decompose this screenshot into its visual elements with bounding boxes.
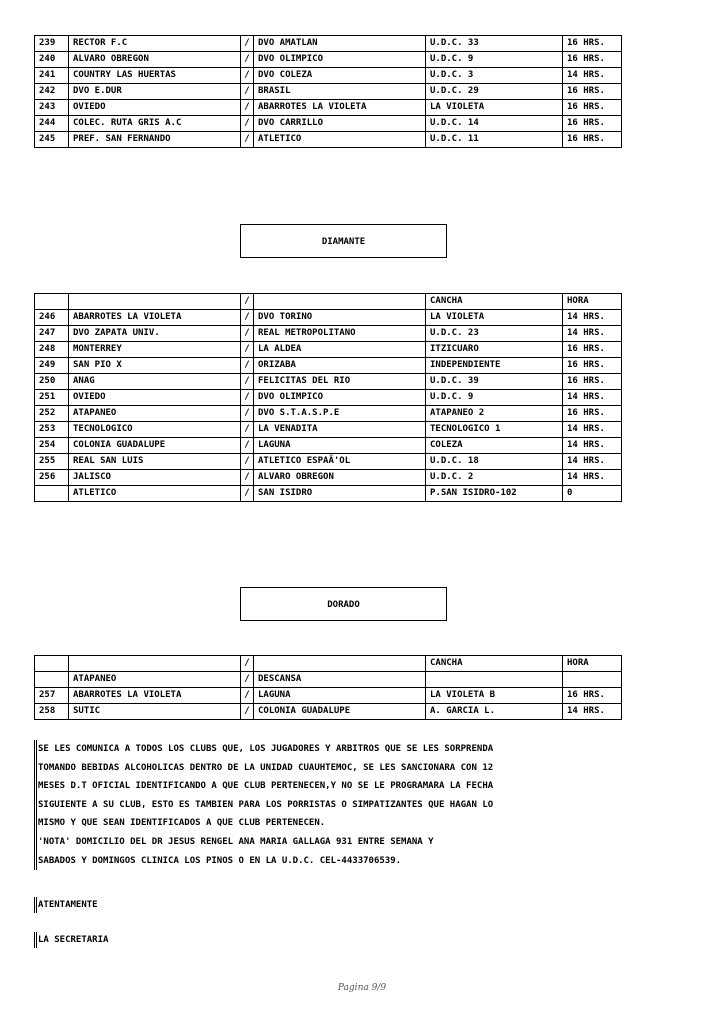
separator-cell: / (241, 406, 254, 422)
field-cell: ITZICUARO (426, 342, 563, 358)
away-team-cell: DVO OLIMPICO (254, 390, 426, 406)
away-team-cell: REAL METROPOLITANO (254, 326, 426, 342)
home-team-cell: ATAPANEO (69, 406, 241, 422)
away-team-cell: LA ALDEA (254, 342, 426, 358)
field-cell: ATAPANEO 2 (426, 406, 563, 422)
field-cell: INDEPENDIENTE (426, 358, 563, 374)
separator-cell: / (241, 390, 254, 406)
match-number-cell: 258 (35, 704, 69, 720)
home-team-cell: RECTOR F.C (69, 36, 241, 52)
schedule-table-diamante (34, 293, 622, 502)
separator-cell: / (241, 358, 254, 374)
home-team-cell: PREF. SAN FERNANDO (69, 132, 241, 148)
time-cell: 16 HRS. (563, 52, 622, 68)
field-cell: TECNOLOGICO 1 (426, 422, 563, 438)
field-cell: LA VIOLETA (426, 100, 563, 116)
table-row (35, 374, 622, 390)
away-team-cell: DVO AMATLAN (254, 36, 426, 52)
away-team-cell: DESCANSA (254, 672, 426, 688)
field-cell: U.D.C. 39 (426, 374, 563, 390)
schedule-table-1 (34, 35, 622, 148)
away-team-cell: ALVARO OBREGON (254, 470, 426, 486)
notice-line: MESES D.T OFICIAL IDENTIFICANDO A QUE CLUB PERTENECEN,Y NO SE LE PROGRAMARA LA FECHA (38, 781, 494, 792)
field-cell: LA VIOLETA (426, 310, 563, 326)
separator-cell: / (241, 374, 254, 390)
match-number-cell: 251 (35, 390, 69, 406)
separator-cell: / (241, 704, 254, 720)
match-number-cell: 243 (35, 100, 69, 116)
table-row (35, 438, 622, 454)
away-team-cell: DVO CARRILLO (254, 116, 426, 132)
separator-cell: / (241, 342, 254, 358)
separator-cell: / (241, 116, 254, 132)
match-number-cell (35, 486, 69, 502)
table-row (35, 100, 622, 116)
time-cell: 14 HRS. (563, 326, 622, 342)
table-row (35, 454, 622, 470)
away-team-cell: LA VENADITA (254, 422, 426, 438)
home-team-cell: ATLETICO (69, 486, 241, 502)
time-cell: 14 HRS. (563, 438, 622, 454)
field-cell: U.D.C. 23 (426, 326, 563, 342)
home-team-cell: COLEC. RUTA GRIS A.C (69, 116, 241, 132)
match-number-cell: 257 (35, 688, 69, 704)
time-cell: 14 HRS. (563, 422, 622, 438)
away-team-cell: DVO OLIMPICO (254, 52, 426, 68)
field-cell: U.D.C. 9 (426, 390, 563, 406)
home-team-cell (69, 294, 241, 310)
separator-cell: / (241, 36, 254, 52)
home-team-cell (69, 656, 241, 672)
separator-cell: / (241, 438, 254, 454)
notice-line: SE LES COMUNICA A TODOS LOS CLUBS QUE, LOS JUGADORES Y ARBITROS QUE SE LES SORPRENDA (38, 744, 494, 754)
separator-cell: / (241, 470, 254, 486)
away-team-cell: ABARROTES LA VIOLETA (254, 100, 426, 116)
separator-cell: / (241, 326, 254, 342)
match-number-cell: 250 (35, 374, 69, 390)
time-cell: 14 HRS. (563, 470, 622, 486)
match-number-cell (35, 656, 69, 672)
match-number-cell: 255 (35, 454, 69, 470)
table-row (35, 342, 622, 358)
time-cell: 16 HRS. (563, 116, 622, 132)
time-cell: 16 HRS. (563, 358, 622, 374)
home-team-cell: SAN PIO X (69, 358, 241, 374)
away-team-cell: ATLETICO (254, 132, 426, 148)
home-team-cell: DVO E.DUR (69, 84, 241, 100)
field-cell: U.D.C. 14 (426, 116, 563, 132)
away-team-cell: DVO TORINO (254, 310, 426, 326)
table-row (35, 36, 622, 52)
home-team-cell: DVO ZAPATA UNIV. (69, 326, 241, 342)
field-cell: COLEZA (426, 438, 563, 454)
table-header-row (35, 294, 622, 310)
match-number-cell: 253 (35, 422, 69, 438)
away-team-cell: LAGUNA (254, 438, 426, 454)
match-number-cell: 254 (35, 438, 69, 454)
home-team-cell: ALVARO OBREGON (69, 52, 241, 68)
table-row (35, 704, 622, 720)
home-team-cell: ANAG (69, 374, 241, 390)
separator-cell: / (241, 52, 254, 68)
time-cell: 16 HRS. (563, 36, 622, 52)
home-team-cell: COLONIA GUADALUPE (69, 438, 241, 454)
table-row (35, 68, 622, 84)
away-team-cell: SAN ISIDRO (254, 486, 426, 502)
away-team-cell: DVO COLEZA (254, 68, 426, 84)
table-row (35, 52, 622, 68)
table-row (35, 672, 622, 688)
time-cell: 16 HRS. (563, 100, 622, 116)
section-title-diamante: DIAMANTE (240, 224, 447, 258)
away-team-cell (254, 294, 426, 310)
notice-line: 'NOTA' DOMICILIO DEL DR JESUS RENGEL ANA MARIA GALLAGA 931 ENTRE SEMANA Y (38, 836, 434, 847)
home-team-cell: ATAPANEO (69, 672, 241, 688)
home-team-cell: ABARROTES LA VIOLETA (69, 310, 241, 326)
match-number-cell: 247 (35, 326, 69, 342)
time-cell: 14 HRS. (563, 390, 622, 406)
table-row (35, 688, 622, 704)
time-cell (563, 672, 622, 688)
away-team-cell (254, 656, 426, 672)
time-cell: 14 HRS. (563, 68, 622, 84)
away-team-cell: COLONIA GUADALUPE (254, 704, 426, 720)
field-cell (426, 672, 563, 688)
notice-line: SIGUIENTE A SU CLUB, ESTO ES TAMBIEN PARA LOS PORRISTAS O SIMPATIZANTES QUE HAGAN LO (38, 799, 494, 810)
table-row (35, 406, 622, 422)
table-header-row (35, 656, 622, 672)
time-cell: 16 HRS. (563, 132, 622, 148)
home-team-cell: MONTERREY (69, 342, 241, 358)
time-cell: 14 HRS. (563, 454, 622, 470)
separator-cell: / (241, 672, 254, 688)
match-number-cell: 245 (35, 132, 69, 148)
section-title-dorado: DORADO (240, 587, 447, 621)
away-team-cell: LAGUNA (254, 688, 426, 704)
field-cell: LA VIOLETA B (426, 688, 563, 704)
field-cell: U.D.C. 33 (426, 36, 563, 52)
time-cell: 0 (563, 486, 622, 502)
signer-text: LA SECRETARIA (34, 932, 108, 948)
field-cell: U.D.C. 9 (426, 52, 563, 68)
table-row (35, 358, 622, 374)
home-team-cell: TECNOLOGICO (69, 422, 241, 438)
home-team-cell: JALISCO (69, 470, 241, 486)
time-cell: HORA (563, 656, 622, 672)
home-team-cell: OVIEDO (69, 100, 241, 116)
table-row (35, 310, 622, 326)
separator-cell: / (241, 454, 254, 470)
match-number-cell: 241 (35, 68, 69, 84)
away-team-cell: DVO S.T.A.S.P.E (254, 406, 426, 422)
match-number-cell: 240 (35, 52, 69, 68)
page-number: Pagina 9/9 (337, 983, 387, 993)
home-team-cell: OVIEDO (69, 390, 241, 406)
field-cell: P.SAN ISIDRO-102 (426, 486, 563, 502)
match-number-cell: 249 (35, 358, 69, 374)
separator-cell: / (241, 688, 254, 704)
time-cell: 14 HRS. (563, 704, 622, 720)
field-cell: U.D.C. 2 (426, 470, 563, 486)
notice-line: TOMANDO BEBIDAS ALCOHOLICAS DENTRO DE LA UNIDAD CUAUHTEMOC, SE LES SANCIONARA CON 12 (38, 762, 494, 773)
time-cell: 16 HRS. (563, 406, 622, 422)
match-number-cell: 242 (35, 84, 69, 100)
match-number-cell: 246 (35, 310, 69, 326)
table-row (35, 326, 622, 342)
time-cell: 16 HRS. (563, 342, 622, 358)
table-row (35, 390, 622, 406)
away-team-cell: BRASIL (254, 84, 426, 100)
match-number-cell: 248 (35, 342, 69, 358)
match-number-cell: 252 (35, 406, 69, 422)
schedule-table-dorado (34, 655, 622, 720)
time-cell: 16 HRS. (563, 688, 622, 704)
notice-paragraph (34, 740, 638, 870)
separator-cell: / (241, 656, 254, 672)
match-number-cell: 244 (35, 116, 69, 132)
separator-cell: / (241, 422, 254, 438)
separator-cell: / (241, 100, 254, 116)
time-cell: HORA (563, 294, 622, 310)
table-row (35, 422, 622, 438)
table-row (35, 470, 622, 486)
home-team-cell: COUNTRY LAS HUERTAS (69, 68, 241, 84)
away-team-cell: ATLETICO ESPAÃ'OL (254, 454, 426, 470)
home-team-cell: SUTIC (69, 704, 241, 720)
table-row (35, 116, 622, 132)
home-team-cell: ABARROTES LA VIOLETA (69, 688, 241, 704)
time-cell: 16 HRS. (563, 84, 622, 100)
match-number-cell: 239 (35, 36, 69, 52)
home-team-cell: REAL SAN LUIS (69, 454, 241, 470)
match-number-cell: 256 (35, 470, 69, 486)
separator-cell: / (241, 68, 254, 84)
away-team-cell: ORIZABA (254, 358, 426, 374)
match-number-cell (35, 672, 69, 688)
table-row (35, 486, 622, 502)
field-cell: A. GARCIA L. (426, 704, 563, 720)
table-row (35, 84, 622, 100)
field-cell: CANCHA (426, 656, 563, 672)
field-cell: U.D.C. 11 (426, 132, 563, 148)
closing-text: ATENTAMENTE (34, 897, 98, 913)
separator-cell: / (241, 486, 254, 502)
field-cell: CANCHA (426, 294, 563, 310)
field-cell: U.D.C. 3 (426, 68, 563, 84)
notice-line: MISMO Y QUE SEAN IDENTIFICADOS A QUE CLUB PERTENECEN. (38, 818, 326, 829)
field-cell: U.D.C. 29 (426, 84, 563, 100)
match-number-cell (35, 294, 69, 310)
field-cell: U.D.C. 18 (426, 454, 563, 470)
separator-cell: / (241, 84, 254, 100)
separator-cell: / (241, 132, 254, 148)
table-row (35, 132, 622, 148)
separator-cell: / (241, 310, 254, 326)
away-team-cell: FELICITAS DEL RIO (254, 374, 426, 390)
notice-line: SABADOS Y DOMINGOS CLINICA LOS PINOS O EN LA U.D.C. CEL-4433706539. (38, 855, 402, 866)
time-cell: 14 HRS. (563, 310, 622, 326)
separator-cell: / (241, 294, 254, 310)
time-cell: 16 HRS. (563, 374, 622, 390)
